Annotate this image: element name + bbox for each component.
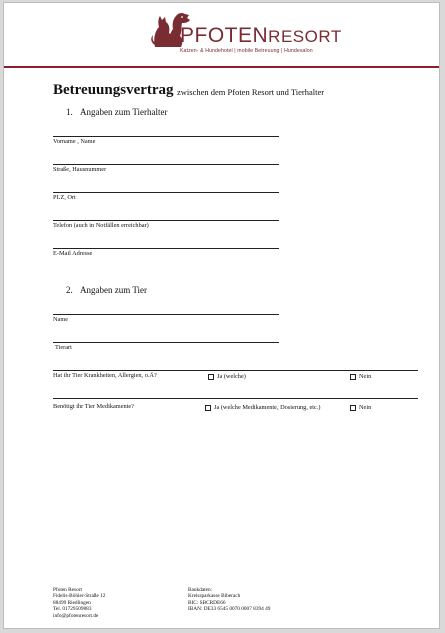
field-label-species: Tierart: [55, 344, 72, 351]
question-line-illness: [53, 370, 418, 371]
footer-line: IBAN: DE33 6545 0070 0007 8394 49: [188, 606, 271, 613]
field-label-street: Straße, Hausnummer: [53, 166, 107, 173]
option-label: Ja (welche Medikamente, Dosierung, etc.): [214, 404, 321, 411]
brand-name: [180, 24, 342, 48]
option-label: Nein: [359, 373, 372, 380]
field-label-email: E-Mail Adresse: [53, 250, 93, 257]
footer-line: Kreissparkasse Biberach: [188, 593, 241, 600]
footer-line: Pfoten Resort: [53, 587, 82, 593]
question-illness: Hat ihr Tier Krankheiten, Allergien, o.Ä?: [53, 372, 157, 379]
field-label-name: Vorname , Name: [53, 138, 96, 145]
field-line-city[interactable]: [53, 192, 279, 193]
option-label: Ja (welche): [217, 373, 246, 380]
option-medication-yes[interactable]: [205, 404, 320, 411]
question-line-medication: [53, 398, 418, 399]
document-subtitle: zwischen dem Pfoten Resort und Tierhalter: [177, 87, 325, 97]
section-number: 2.: [66, 285, 73, 295]
field-label-pet-name: Name: [53, 316, 69, 323]
header-divider: [4, 66, 439, 68]
checkbox-icon[interactable]: [208, 374, 214, 380]
field-line-phone[interactable]: [53, 220, 279, 221]
brand-tagline: Katzen- & Hundehotel | mobile Betreuung | Hundesalon: [180, 48, 313, 54]
field-line-pet-name[interactable]: [53, 314, 279, 315]
section-label: Angaben zum Tierhalter: [80, 107, 168, 117]
option-illness-yes[interactable]: [208, 373, 246, 380]
document-page: [3, 2, 440, 629]
section-label: Angaben zum Tier: [80, 285, 147, 295]
document-title: Betreuungsvertrag: [53, 82, 174, 98]
footer-line: BIC: SBCRDE66: [188, 599, 226, 606]
option-label: Nein: [359, 404, 372, 411]
section-number: 1.: [66, 107, 73, 117]
footer-line: Fidelis-Böhler-Straße 12: [53, 593, 106, 600]
footer-line: 88499 Riedlingen: [53, 599, 91, 606]
section-heading-pet: [66, 285, 147, 295]
footer-bank: [188, 587, 270, 613]
field-line-email[interactable]: [53, 248, 279, 249]
field-label-phone: Telefon (auch in Notfällen erreichbar): [53, 222, 149, 229]
section-heading-owner: [66, 107, 167, 117]
checkbox-icon[interactable]: [350, 405, 356, 411]
footer-address: [53, 587, 105, 619]
question-medication: Benötigt ihr Tier Medikamente?: [53, 403, 134, 410]
footer-line: Tel. 01729509883: [53, 606, 92, 613]
brand-name-second: RESORT: [268, 27, 342, 46]
field-line-species[interactable]: [53, 342, 279, 343]
footer-email[interactable]: info@pfotenresort.de: [53, 612, 99, 619]
field-line-name[interactable]: [53, 136, 279, 137]
option-medication-no[interactable]: [350, 404, 371, 411]
checkbox-icon[interactable]: [205, 405, 211, 411]
checkbox-icon[interactable]: [350, 374, 356, 380]
footer-line: Bankdaten:: [188, 587, 213, 593]
field-line-street[interactable]: [53, 164, 279, 165]
field-label-city: PLZ, Ort: [53, 194, 76, 201]
brand-name-main: PFOTEN: [180, 24, 269, 47]
option-illness-no[interactable]: [350, 373, 371, 380]
